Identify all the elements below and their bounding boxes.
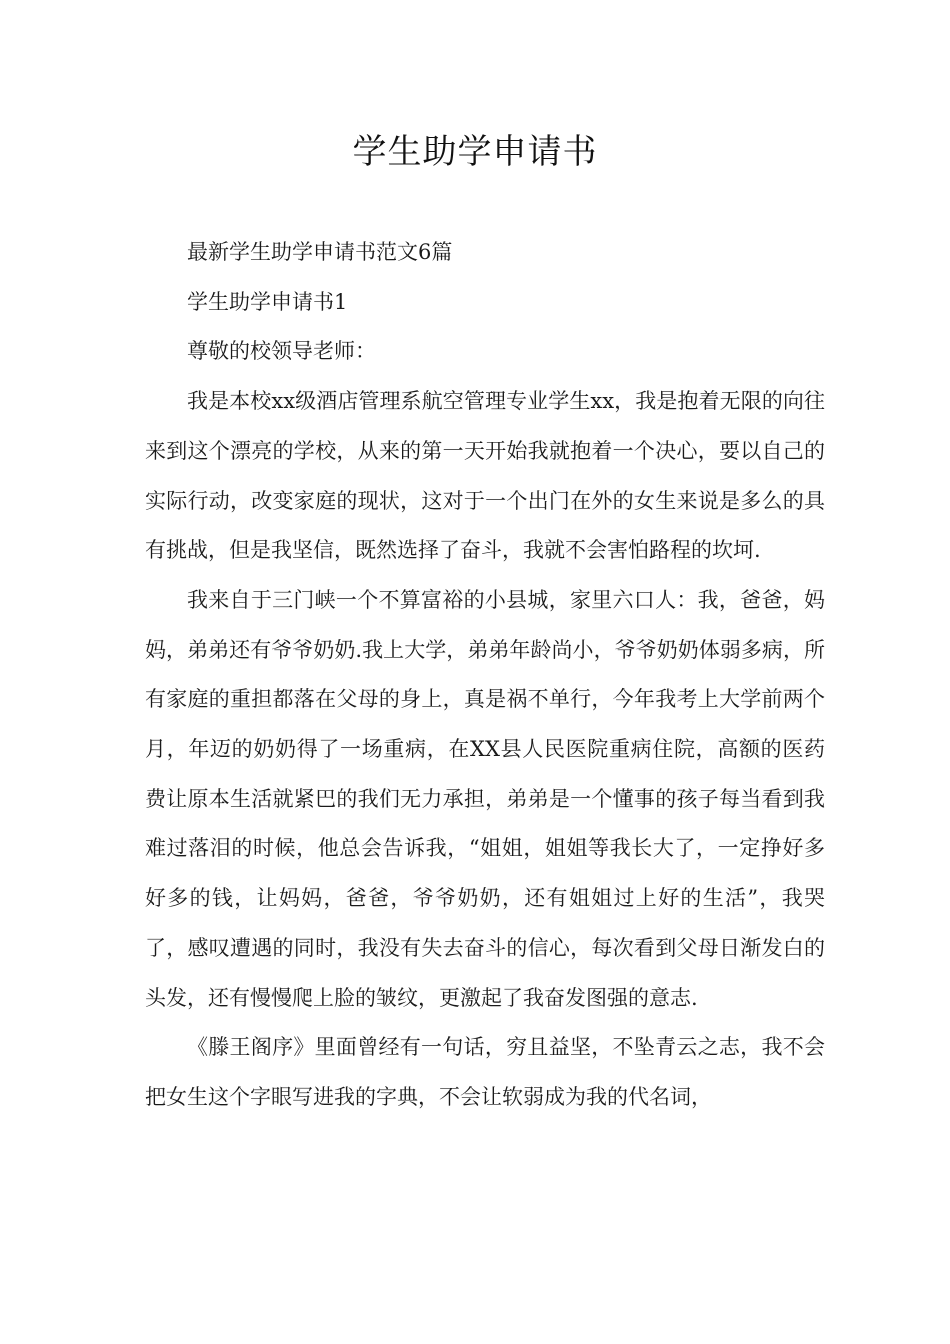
body-paragraph: 《滕王阁序》里面曾经有一句话，穷且益坚，不坠青云之志，我不会把女生这个字眼写进我的字典，不会让软弱成为我的代名词， [145, 1035, 825, 1109]
document-body [145, 228, 825, 1123]
section-heading: 学生助学申请书1 [187, 289, 348, 314]
body-paragraph: 我是本校xx级酒店管理系航空管理专业学生xx，我是抱着无限的向往来到这个漂亮的学校，从来的第一天开始我就抱着一个决心，要以自己的实际行动，改变家庭的现状，这对于一个出门在外的女生来说是多么的具有挑战，但是我坚信，既然选择了奋斗，我就不会害怕路程的坎坷. [145, 389, 825, 563]
subtitle-paragraph: 最新学生助学申请书范文6篇 [187, 240, 453, 264]
body-paragraph: 我来自于三门峡一个不算富裕的小县城，家里六口人：我，爸爸，妈妈，弟弟还有爷爷奶奶.我上大学，弟弟年龄尚小，爷爷奶奶体弱多病，所有家庭的重担都落在父母的身上，真是祸不单行，今年我考上大学前两个月，年迈的奶奶得了一场重病，在XX县人民医院重病住院，高额的医药费让原本生活就紧巴的我们无力承担，弟弟是一个懂事的孩子每当看到我难过落泪的时候，他总会告诉我，“姐姐，姐姐等我长大了，一定挣好多好多的钱，让妈妈，爸爸，爷爷奶奶，还有姐姐过上好的生活”，我哭了，感叹遭遇的同时，我没有失去奋斗的信心，每次看到父母日渐发白的头发，还有慢慢爬上脸的皱纹，更激起了我奋发图强的意志. [145, 587, 825, 1010]
salutation-paragraph: 尊敬的校领导老师： [187, 339, 376, 364]
document-title: 学生助学申请书 [352, 132, 598, 172]
